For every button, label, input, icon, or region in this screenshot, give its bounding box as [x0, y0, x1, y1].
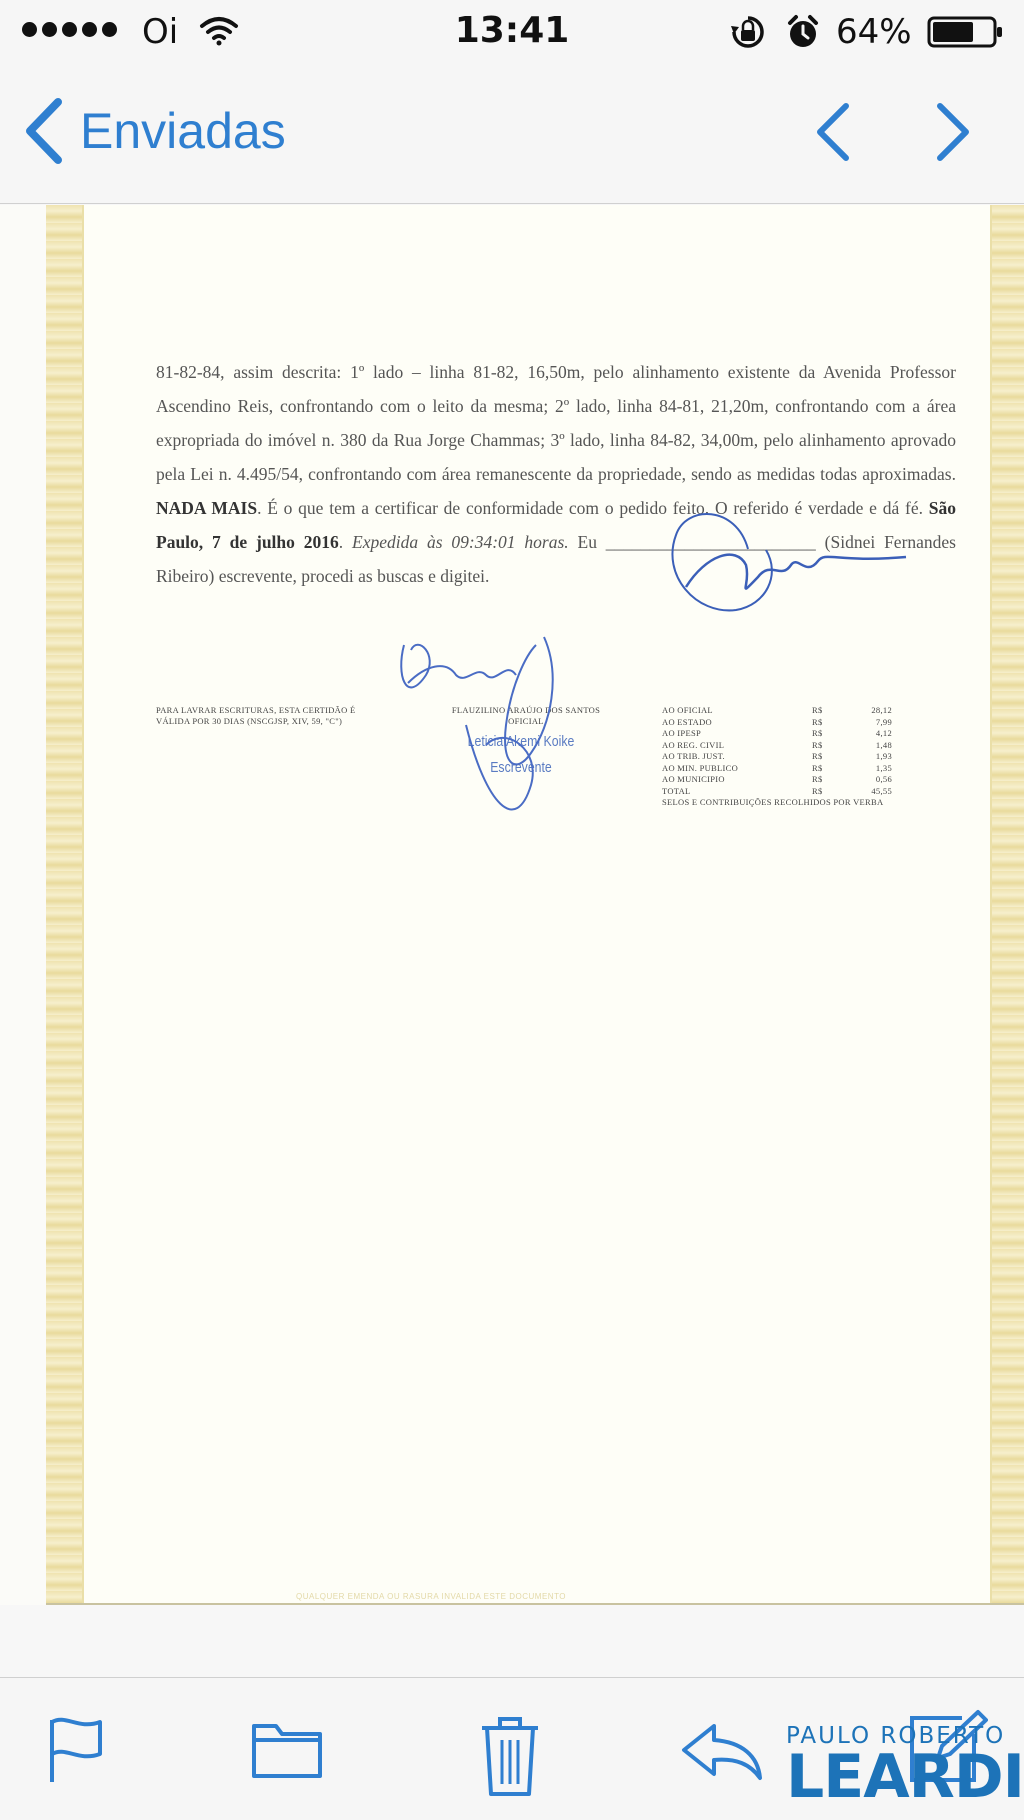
back-button[interactable] [22, 98, 286, 164]
officer-block [416, 705, 636, 727]
chevron-up-icon [812, 102, 852, 162]
status-bar [0, 0, 1024, 62]
fee-row: AO MUNICIPIO R$ 0,56 [662, 774, 892, 784]
fee-row: AO TRIB. JUST. R$ 1,93 [662, 751, 892, 761]
folder-icon [250, 1714, 324, 1780]
delete-button[interactable] [478, 1714, 542, 1803]
fee-row: AO OFICIAL R$ 28,12 [662, 705, 892, 715]
text-part: 81-82-84, assim descrita: 1º lado – linha 81-82, 16,50m, pelo alinhamento existente da Avenida Professor Ascendino Reis, confrontando com o leito da mesma; 2º lado, linha 84-81, 21,20m, confrontando com a área expropriada do imóvel n. 380 da Rua Jorge Chammas; 3º lado, linha 84-82, 34,00m, pelo alinhamento aprovado pela Lei n. 4.495/54, confrontando com área remanescente da propriedade, sendo as medidas todas aproximadas. [156, 362, 956, 484]
text-italic: Expedida às 09:34:01 horas. [352, 532, 569, 552]
move-folder-button[interactable] [250, 1714, 324, 1785]
text-part: . [338, 532, 352, 552]
flag-button[interactable] [46, 1714, 106, 1789]
alarm-icon [786, 14, 820, 50]
fees-table [662, 705, 892, 809]
trash-icon [478, 1714, 542, 1798]
flag-icon [46, 1714, 106, 1784]
text-bold: São Paulo, 7 de julho 2016 [156, 498, 956, 552]
next-message-button[interactable] [934, 102, 974, 167]
text-part: Eu ________________________ (Sidnei Fernandes Ribeiro) escrevente, procedi as buscas e digitei. [156, 532, 956, 586]
chevron-down-icon [934, 102, 974, 162]
handwritten-signatures [46, 205, 1024, 1105]
clock: 13:41 [454, 10, 570, 51]
clerk-stamp [447, 729, 595, 781]
attachment-viewer[interactable] [0, 205, 1024, 1605]
text-bold: NADA MAIS [156, 498, 258, 518]
reply-icon [680, 1722, 764, 1782]
company-logo [786, 1723, 1024, 1812]
battery-icon [927, 16, 1005, 48]
fee-total-row: TOTAL R$ 45,55 [662, 785, 892, 796]
battery-percent: 64% [836, 12, 912, 52]
stamp-name: Leticia Akemi Koike [467, 733, 575, 750]
logo-title: LEARDI [786, 1742, 1024, 1812]
fee-row: AO REG. CIVIL R$ 1,48 [662, 739, 892, 750]
previous-message-button[interactable] [812, 102, 852, 167]
rotation-lock-icon [728, 14, 768, 50]
fee-row: AO MIN. PUBLICO R$ 1,35 [662, 762, 892, 773]
navigation-bar [0, 62, 1024, 204]
fees-note: SELOS E CONTRIBUIÇÕES RECOLHIDOS POR VERBA [662, 797, 884, 807]
logo-subtitle: PAULO ROBERTO [786, 1723, 1006, 1749]
validity-note: PARA LAVRAR ESCRITURAS, ESTA CERTIDÃO É VÁLIDA POR 30 DIAS (NSCGJSP, XIV, 59, "C") [156, 705, 356, 726]
carrier-name: Oi [142, 12, 179, 52]
officer-name: FLAUZILINO ARAÚJO DOS SANTOS [451, 705, 601, 715]
reply-button[interactable] [680, 1722, 764, 1787]
decorative-border-left [46, 205, 84, 1603]
decorative-border-right [990, 205, 1024, 1603]
security-line: QUALQUER EMENDA OU RASURA INVALIDA ESTE DOCUMENTO [296, 1592, 567, 1601]
text-part: . É o que tem a certificar de conformidade com o pedido feito. O referido é verdade e dá fé. [257, 498, 929, 518]
back-label: Enviadas [80, 103, 286, 159]
chevron-left-icon [22, 98, 64, 164]
certificate-page [46, 205, 1024, 1605]
fee-row: AO IPESP R$ 4,12 [662, 728, 892, 738]
officer-title: OFICIAL [508, 716, 544, 726]
certificate-text [156, 355, 956, 593]
fee-row: AO ESTADO R$ 7,99 [662, 716, 892, 727]
stamp-role: Escrevente [490, 759, 552, 776]
